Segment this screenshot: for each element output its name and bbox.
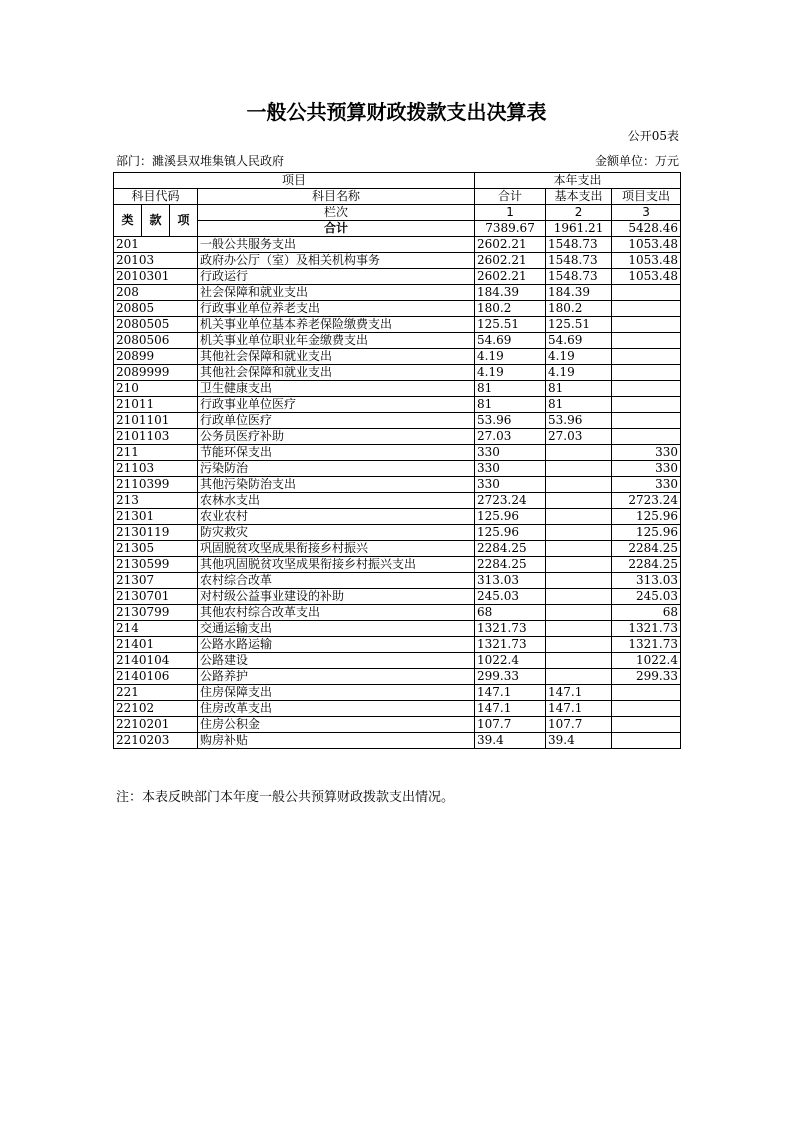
row-name: 公务员医疗补助 [198, 429, 475, 445]
row-code: 221 [114, 685, 198, 701]
row-total: 2284.25 [475, 541, 546, 557]
table-row [114, 477, 681, 493]
row-basic [546, 509, 612, 525]
row-project: 1022.4 [612, 653, 681, 669]
row-basic: 53.96 [546, 413, 612, 429]
form-number: 公开05表 [627, 129, 679, 143]
table-row [114, 285, 681, 301]
row-total: 299.33 [475, 669, 546, 685]
totals-row [114, 221, 681, 237]
table-row [114, 669, 681, 685]
row-code: 20805 [114, 301, 198, 317]
row-project: 125.96 [612, 525, 681, 541]
row-name: 住房改革支出 [198, 701, 475, 717]
row-basic: 180.2 [546, 301, 612, 317]
row-name: 其他巩固脱贫攻坚成果衔接乡村振兴支出 [198, 557, 475, 573]
row-code: 213 [114, 493, 198, 509]
row-total: 125.51 [475, 317, 546, 333]
row-basic [546, 653, 612, 669]
row-project: 299.33 [612, 669, 681, 685]
row-project: 330 [612, 477, 681, 493]
row-total: 2602.21 [475, 237, 546, 253]
row-code: 20899 [114, 349, 198, 365]
row-project [612, 429, 681, 445]
row-code: 2089999 [114, 365, 198, 381]
table-row [114, 317, 681, 333]
row-name: 其他污染防治支出 [198, 477, 475, 493]
table-row [114, 573, 681, 589]
row-basic: 147.1 [546, 685, 612, 701]
row-code: 2080506 [114, 333, 198, 349]
row-name: 卫生健康支出 [198, 381, 475, 397]
row-code: 2010301 [114, 269, 198, 285]
row-name: 住房公积金 [198, 717, 475, 733]
header-subject-name: 科目名称 [198, 189, 475, 205]
table-row [114, 413, 681, 429]
row-basic: 1548.73 [546, 253, 612, 269]
table-row [114, 269, 681, 285]
table-row [114, 685, 681, 701]
row-basic: 39.4 [546, 733, 612, 749]
row-basic: 147.1 [546, 701, 612, 717]
totals-label: 合计 [198, 221, 475, 237]
row-total: 53.96 [475, 413, 546, 429]
department-label: 部门：濉溪县双堆集镇人民政府 [116, 154, 285, 168]
header-row-1 [114, 173, 681, 189]
row-basic: 81 [546, 397, 612, 413]
table-row [114, 365, 681, 381]
row-basic [546, 669, 612, 685]
row-name: 对村级公益事业建设的补助 [198, 589, 475, 605]
row-code: 2110399 [114, 477, 198, 493]
row-total: 330 [475, 477, 546, 493]
row-project [612, 701, 681, 717]
row-name: 一般公共服务支出 [198, 237, 475, 253]
row-code: 20103 [114, 253, 198, 269]
row-project: 330 [612, 445, 681, 461]
row-name: 行政运行 [198, 269, 475, 285]
row-project: 1321.73 [612, 621, 681, 637]
header-lei: 类 [114, 205, 142, 237]
table-row [114, 397, 681, 413]
row-project: 1053.48 [612, 269, 681, 285]
header-col-3: 3 [612, 205, 681, 221]
row-code: 2130799 [114, 605, 198, 621]
row-code: 208 [114, 285, 198, 301]
row-name: 公路建设 [198, 653, 475, 669]
row-total: 81 [475, 397, 546, 413]
table-row [114, 301, 681, 317]
row-basic [546, 493, 612, 509]
row-code: 21103 [114, 461, 198, 477]
row-project [612, 365, 681, 381]
row-total: 68 [475, 605, 546, 621]
table-row [114, 557, 681, 573]
row-total: 27.03 [475, 429, 546, 445]
row-basic: 107.7 [546, 717, 612, 733]
table-row [114, 493, 681, 509]
table-row [114, 429, 681, 445]
row-name: 机关事业单位基本养老保险缴费支出 [198, 317, 475, 333]
row-name: 公路水路运输 [198, 637, 475, 653]
table-row [114, 253, 681, 269]
row-total: 1321.73 [475, 637, 546, 653]
row-name: 社会保障和就业支出 [198, 285, 475, 301]
row-code: 21307 [114, 573, 198, 589]
row-code: 21011 [114, 397, 198, 413]
row-total: 2602.21 [475, 269, 546, 285]
row-basic [546, 557, 612, 573]
row-total: 147.1 [475, 701, 546, 717]
row-project: 68 [612, 605, 681, 621]
row-project: 2284.25 [612, 557, 681, 573]
row-project: 125.96 [612, 509, 681, 525]
row-total: 313.03 [475, 573, 546, 589]
row-total: 4.19 [475, 349, 546, 365]
row-total: 1022.4 [475, 653, 546, 669]
row-code: 21401 [114, 637, 198, 653]
row-name: 农村综合改革 [198, 573, 475, 589]
row-code: 2140106 [114, 669, 198, 685]
table-row [114, 349, 681, 365]
row-total: 39.4 [475, 733, 546, 749]
row-total: 125.96 [475, 525, 546, 541]
row-project [612, 317, 681, 333]
header-basic: 基本支出 [546, 189, 612, 205]
row-name: 节能环保支出 [198, 445, 475, 461]
row-name: 交通运输支出 [198, 621, 475, 637]
row-code: 2140104 [114, 653, 198, 669]
table-row [114, 717, 681, 733]
row-total: 107.7 [475, 717, 546, 733]
row-name: 行政事业单位医疗 [198, 397, 475, 413]
row-basic [546, 477, 612, 493]
row-name: 防灾救灾 [198, 525, 475, 541]
header-subject-code: 科目代码 [114, 189, 198, 205]
row-project [612, 285, 681, 301]
row-basic: 4.19 [546, 349, 612, 365]
row-code: 2210201 [114, 717, 198, 733]
row-name: 巩固脱贫攻坚成果衔接乡村振兴 [198, 541, 475, 557]
row-total: 147.1 [475, 685, 546, 701]
row-basic: 1548.73 [546, 269, 612, 285]
row-name: 其他社会保障和就业支出 [198, 365, 475, 381]
table-row [114, 605, 681, 621]
table-row [114, 445, 681, 461]
table-row [114, 461, 681, 477]
header-total: 合计 [475, 189, 546, 205]
unit-label: 金额单位：万元 [594, 154, 679, 168]
table-row [114, 621, 681, 637]
row-total: 2723.24 [475, 493, 546, 509]
row-total: 1321.73 [475, 621, 546, 637]
row-basic: 184.39 [546, 285, 612, 301]
row-total: 180.2 [475, 301, 546, 317]
table-row [114, 509, 681, 525]
row-total: 245.03 [475, 589, 546, 605]
header-current-year: 本年支出 [475, 173, 681, 189]
table-row [114, 637, 681, 653]
row-code: 2130701 [114, 589, 198, 605]
row-project: 2723.24 [612, 493, 681, 509]
table-row [114, 589, 681, 605]
row-project [612, 685, 681, 701]
row-code: 201 [114, 237, 198, 253]
row-name: 政府办公厅（室）及相关机构事务 [198, 253, 475, 269]
row-basic [546, 445, 612, 461]
row-total: 81 [475, 381, 546, 397]
row-project [612, 397, 681, 413]
row-total: 330 [475, 445, 546, 461]
totals-project: 5428.46 [612, 221, 681, 237]
header-item: 项目 [114, 173, 475, 189]
table-row [114, 701, 681, 717]
header-col-2: 2 [546, 205, 612, 221]
row-code: 2210203 [114, 733, 198, 749]
row-total: 2602.21 [475, 253, 546, 269]
table-row [114, 333, 681, 349]
row-name: 机关事业单位职业年金缴费支出 [198, 333, 475, 349]
row-basic: 125.51 [546, 317, 612, 333]
row-basic [546, 461, 612, 477]
row-project: 330 [612, 461, 681, 477]
row-name: 其他农村综合改革支出 [198, 605, 475, 621]
row-code: 21301 [114, 509, 198, 525]
row-project: 313.03 [612, 573, 681, 589]
row-basic: 81 [546, 381, 612, 397]
row-project: 2284.25 [612, 541, 681, 557]
row-code: 21305 [114, 541, 198, 557]
row-project [612, 413, 681, 429]
table-row [114, 653, 681, 669]
row-code: 2130119 [114, 525, 198, 541]
row-basic: 27.03 [546, 429, 612, 445]
footnote: 注：本表反映部门本年度一般公共预算财政拨款支出情况。 [116, 790, 455, 805]
row-project: 1053.48 [612, 253, 681, 269]
row-basic [546, 525, 612, 541]
row-basic [546, 573, 612, 589]
row-name: 农业农村 [198, 509, 475, 525]
table-row [114, 237, 681, 253]
row-basic [546, 541, 612, 557]
row-total: 184.39 [475, 285, 546, 301]
row-total: 125.96 [475, 509, 546, 525]
row-basic [546, 621, 612, 637]
row-code: 210 [114, 381, 198, 397]
header-project: 项目支出 [612, 189, 681, 205]
row-basic: 1548.73 [546, 237, 612, 253]
row-basic [546, 637, 612, 653]
row-project: 1321.73 [612, 637, 681, 653]
header-kuan: 款 [142, 205, 170, 237]
row-project [612, 333, 681, 349]
expenditure-table [113, 172, 681, 749]
header-row-2 [114, 189, 681, 205]
totals-total: 7389.67 [475, 221, 546, 237]
row-name: 购房补贴 [198, 733, 475, 749]
row-code: 214 [114, 621, 198, 637]
row-total: 4.19 [475, 365, 546, 381]
row-total: 2284.25 [475, 557, 546, 573]
table-row [114, 541, 681, 557]
header-lanci: 栏次 [198, 205, 475, 221]
row-total: 54.69 [475, 333, 546, 349]
row-project: 1053.48 [612, 237, 681, 253]
row-total: 330 [475, 461, 546, 477]
row-name: 污染防治 [198, 461, 475, 477]
row-code: 2101103 [114, 429, 198, 445]
row-name: 农林水支出 [198, 493, 475, 509]
row-name: 行政单位医疗 [198, 413, 475, 429]
totals-basic: 1961.21 [546, 221, 612, 237]
header-row-3 [114, 205, 681, 221]
table-row [114, 381, 681, 397]
row-project: 245.03 [612, 589, 681, 605]
row-name: 住房保障支出 [198, 685, 475, 701]
row-code: 22102 [114, 701, 198, 717]
row-code: 2130599 [114, 557, 198, 573]
row-name: 其他社会保障和就业支出 [198, 349, 475, 365]
header-col-1: 1 [475, 205, 546, 221]
row-basic [546, 589, 612, 605]
row-project [612, 349, 681, 365]
row-project [612, 301, 681, 317]
row-basic [546, 605, 612, 621]
row-code: 2080505 [114, 317, 198, 333]
row-name: 行政事业单位养老支出 [198, 301, 475, 317]
row-name: 公路养护 [198, 669, 475, 685]
row-basic: 54.69 [546, 333, 612, 349]
row-project [612, 733, 681, 749]
row-project [612, 717, 681, 733]
row-project [612, 381, 681, 397]
table-row [114, 733, 681, 749]
row-code: 2101101 [114, 413, 198, 429]
page-title: 一般公共预算财政拨款支出决算表 [246, 100, 547, 124]
table-row [114, 525, 681, 541]
row-basic: 4.19 [546, 365, 612, 381]
header-xiang: 项 [170, 205, 198, 237]
row-code: 211 [114, 445, 198, 461]
